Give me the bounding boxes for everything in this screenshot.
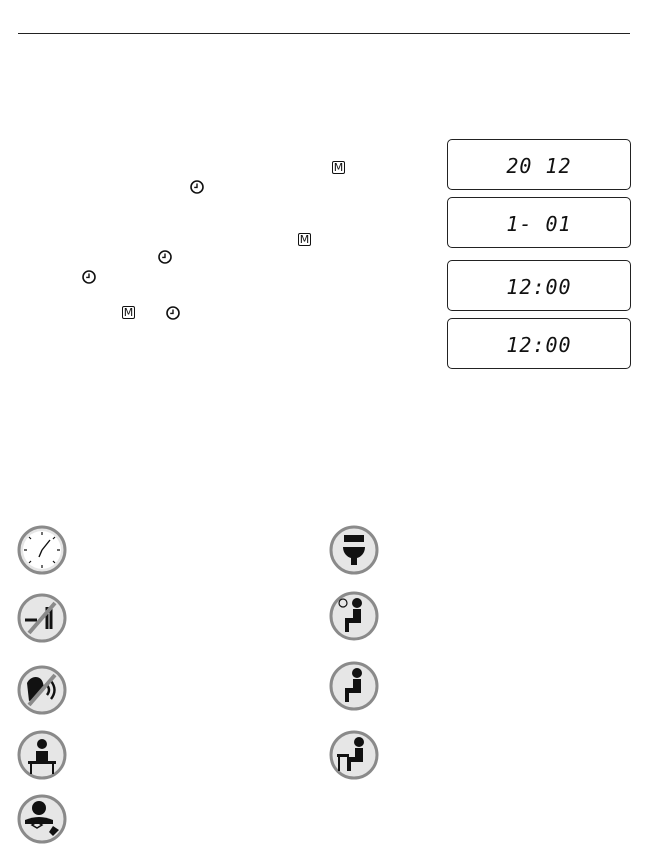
lcd-display-date <box>447 197 631 248</box>
lcd-time-confirm-value: 12:00 <box>506 333 572 357</box>
no-eating-drinking-icon <box>17 593 67 643</box>
lcd-year-value: 20 12 <box>506 154 572 178</box>
lcd-display-time-confirm <box>447 318 631 369</box>
toilet-icon <box>329 525 379 575</box>
no-talking-icon <box>17 665 67 715</box>
m-button-icon: M <box>123 306 134 319</box>
seated-at-table-icon <box>329 730 379 780</box>
cuff-wearing-person-icon <box>17 794 67 844</box>
header-rule <box>18 33 630 34</box>
lcd-display-year <box>447 139 631 190</box>
analog-clock-icon <box>17 525 67 575</box>
person-at-table-icon <box>17 730 67 780</box>
m-button-icon: M <box>333 161 344 174</box>
m-button-icon: M <box>299 233 310 246</box>
lcd-time-value: 12:00 <box>506 275 572 299</box>
lcd-display-time <box>447 260 631 311</box>
seated-rest-timer-icon <box>329 591 379 641</box>
clock-icon <box>158 250 172 264</box>
lcd-date-value: 1- 01 <box>506 212 572 236</box>
clock-icon <box>166 306 180 320</box>
clock-icon <box>190 180 204 194</box>
clock-icon <box>82 270 96 284</box>
seated-person-icon <box>329 661 379 711</box>
